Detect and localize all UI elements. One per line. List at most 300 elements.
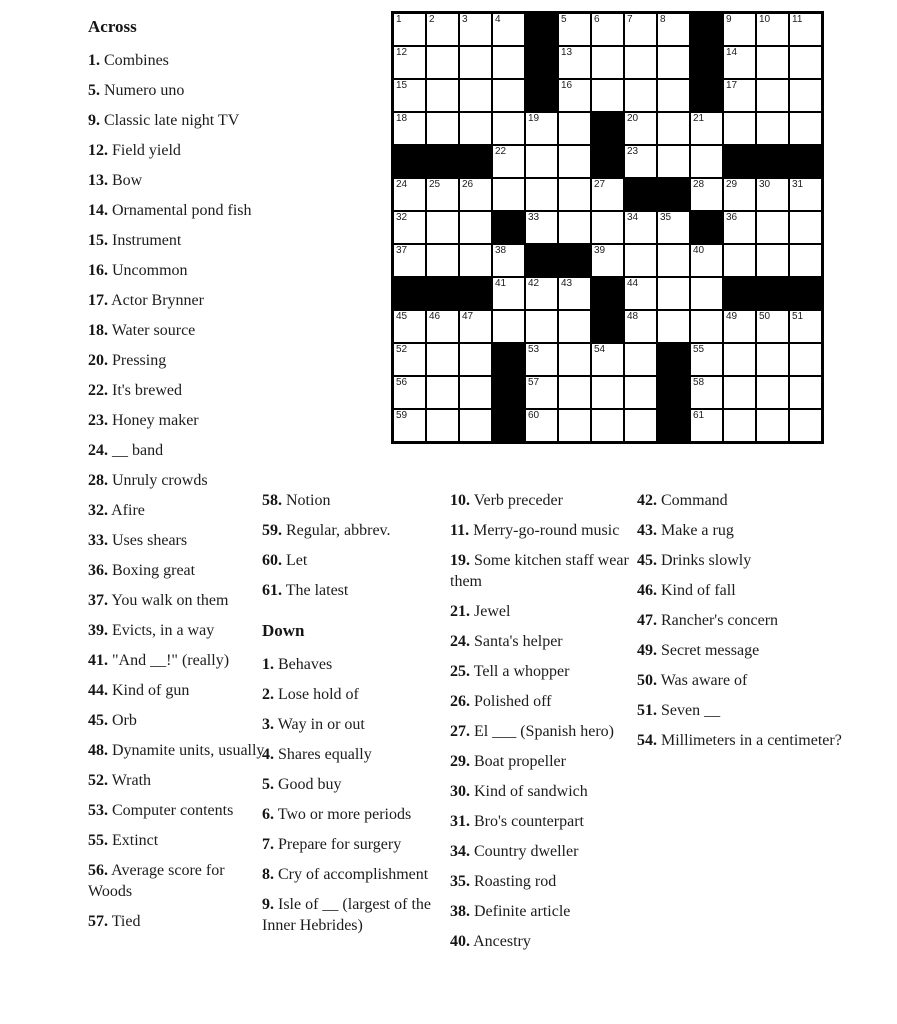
cell-r12c6[interactable] bbox=[558, 376, 591, 409]
cell-r1c11[interactable] bbox=[723, 13, 756, 46]
clue-number: 9. bbox=[262, 896, 274, 913]
cell-number: 15 bbox=[396, 80, 408, 91]
clue-56 bbox=[88, 860, 266, 902]
cell-r12c5[interactable] bbox=[525, 376, 558, 409]
cell-r8c12[interactable] bbox=[756, 244, 789, 277]
cell-number: 51 bbox=[792, 311, 804, 322]
clue-text: Kind of fall bbox=[657, 582, 736, 599]
clue-text: Prepare for surgery bbox=[274, 836, 402, 853]
cell-r4c1[interactable] bbox=[393, 112, 426, 145]
cell-r11c5[interactable] bbox=[525, 343, 558, 376]
clue-text: Water source bbox=[108, 322, 196, 339]
clue-41 bbox=[88, 650, 266, 671]
clue-44 bbox=[88, 680, 266, 701]
cell-r7c12[interactable] bbox=[756, 211, 789, 244]
cell-r7c7[interactable] bbox=[591, 211, 624, 244]
cell-number: 56 bbox=[396, 377, 408, 388]
cell-r11c6[interactable] bbox=[558, 343, 591, 376]
clue-7 bbox=[262, 834, 432, 855]
cell-r1c4[interactable] bbox=[492, 13, 525, 46]
clue-text: Bro's counterpart bbox=[470, 813, 584, 830]
cell-r12c13[interactable] bbox=[789, 376, 822, 409]
cell-r2c8[interactable] bbox=[624, 46, 657, 79]
cell-r6c2[interactable] bbox=[426, 178, 459, 211]
cell-r2c2[interactable] bbox=[426, 46, 459, 79]
clue-text: Roasting rod bbox=[470, 873, 557, 890]
clue-text: Millimeters in a centimeter? bbox=[657, 732, 842, 749]
clue-number: 36. bbox=[88, 562, 108, 579]
cell-r12c12[interactable] bbox=[756, 376, 789, 409]
cell-r10c9[interactable] bbox=[657, 310, 690, 343]
black-cell-r5c3 bbox=[459, 145, 492, 178]
cell-number: 37 bbox=[396, 245, 408, 256]
cell-r5c4[interactable] bbox=[492, 145, 525, 178]
clue-text: Boxing great bbox=[108, 562, 196, 579]
clue-number: 21. bbox=[450, 603, 470, 620]
clue-number: 35. bbox=[450, 873, 470, 890]
cell-r1c8[interactable] bbox=[624, 13, 657, 46]
clue-text: Boat propeller bbox=[470, 753, 566, 770]
clue-text: Uses shears bbox=[108, 532, 188, 549]
clue-text: You walk on them bbox=[108, 592, 229, 609]
cell-number: 28 bbox=[693, 179, 705, 190]
cell-r1c1[interactable] bbox=[393, 13, 426, 46]
cell-r11c1[interactable] bbox=[393, 343, 426, 376]
clue-29 bbox=[450, 751, 646, 772]
cell-r7c8[interactable] bbox=[624, 211, 657, 244]
clue-number: 8. bbox=[262, 866, 274, 883]
clue-text: Behaves bbox=[274, 656, 333, 673]
cell-r10c12[interactable] bbox=[756, 310, 789, 343]
clue-number: 15. bbox=[88, 232, 108, 249]
cell-r8c10[interactable] bbox=[690, 244, 723, 277]
cell-r10c13[interactable] bbox=[789, 310, 822, 343]
cell-number: 3 bbox=[462, 14, 468, 25]
cell-number: 25 bbox=[429, 179, 441, 190]
cell-r6c1[interactable] bbox=[393, 178, 426, 211]
clue-text: Field yield bbox=[108, 142, 181, 159]
clue-number: 54. bbox=[637, 732, 657, 749]
cell-r4c10[interactable] bbox=[690, 112, 723, 145]
cell-r9c5[interactable] bbox=[525, 277, 558, 310]
cell-r7c6[interactable] bbox=[558, 211, 591, 244]
clue-33 bbox=[88, 530, 266, 551]
black-cell-r9c11 bbox=[723, 277, 756, 310]
cell-number: 26 bbox=[462, 179, 474, 190]
cell-r2c11[interactable] bbox=[723, 46, 756, 79]
cell-number: 8 bbox=[660, 14, 666, 25]
clue-number: 12. bbox=[88, 142, 108, 159]
cell-r3c9[interactable] bbox=[657, 79, 690, 112]
black-cell-r3c5 bbox=[525, 79, 558, 112]
clue-5 bbox=[88, 80, 266, 101]
clue-text: Actor Brynner bbox=[108, 292, 204, 309]
clue-number: 34. bbox=[450, 843, 470, 860]
cell-r2c4[interactable] bbox=[492, 46, 525, 79]
cell-r6c3[interactable] bbox=[459, 178, 492, 211]
cell-number: 2 bbox=[429, 14, 435, 25]
cell-r2c1[interactable] bbox=[393, 46, 426, 79]
clue-text: Tied bbox=[108, 913, 141, 930]
clue-text: Two or more periods bbox=[274, 806, 412, 823]
cell-r9c10[interactable] bbox=[690, 277, 723, 310]
clue-48 bbox=[88, 740, 266, 761]
cell-r8c7[interactable] bbox=[591, 244, 624, 277]
cell-r8c8[interactable] bbox=[624, 244, 657, 277]
cell-r13c3[interactable] bbox=[459, 409, 492, 442]
clue-text: Lose hold of bbox=[274, 686, 359, 703]
clue-57 bbox=[88, 911, 266, 932]
clue-number: 4. bbox=[262, 746, 274, 763]
cell-number: 35 bbox=[660, 212, 672, 223]
clue-text: Ancestry bbox=[470, 933, 531, 950]
cell-r6c6[interactable] bbox=[558, 178, 591, 211]
cell-r7c1[interactable] bbox=[393, 211, 426, 244]
clue-text: Classic late night TV bbox=[100, 112, 240, 129]
cell-number: 59 bbox=[396, 410, 408, 421]
cell-r6c7[interactable] bbox=[591, 178, 624, 211]
cell-r4c6[interactable] bbox=[558, 112, 591, 145]
clue-15 bbox=[88, 230, 266, 251]
clue-text: It's brewed bbox=[108, 382, 182, 399]
clue-text: Tell a whopper bbox=[470, 663, 570, 680]
cell-r4c11[interactable] bbox=[723, 112, 756, 145]
cell-number: 27 bbox=[594, 179, 606, 190]
cell-r8c2[interactable] bbox=[426, 244, 459, 277]
clue-text: Let bbox=[282, 552, 308, 569]
cell-r3c12[interactable] bbox=[756, 79, 789, 112]
clue-9 bbox=[262, 894, 432, 936]
cell-number: 43 bbox=[561, 278, 573, 289]
black-cell-r9c2 bbox=[426, 277, 459, 310]
clue-5 bbox=[262, 774, 432, 795]
cell-r4c3[interactable] bbox=[459, 112, 492, 145]
cell-r8c11[interactable] bbox=[723, 244, 756, 277]
clue-text: Make a rug bbox=[657, 522, 734, 539]
black-cell-r12c4 bbox=[492, 376, 525, 409]
cell-r7c11[interactable] bbox=[723, 211, 756, 244]
cell-r3c7[interactable] bbox=[591, 79, 624, 112]
clue-24 bbox=[450, 631, 646, 652]
black-cell-r5c11 bbox=[723, 145, 756, 178]
black-cell-r4c7 bbox=[591, 112, 624, 145]
cell-r12c10[interactable] bbox=[690, 376, 723, 409]
cell-r8c4[interactable] bbox=[492, 244, 525, 277]
clue-text: The latest bbox=[282, 582, 349, 599]
cell-r5c10[interactable] bbox=[690, 145, 723, 178]
clue-text: Numero uno bbox=[100, 82, 185, 99]
cell-r6c10[interactable] bbox=[690, 178, 723, 211]
clue-26 bbox=[450, 691, 646, 712]
clue-50 bbox=[637, 670, 869, 691]
clue-number: 52. bbox=[88, 772, 108, 789]
cell-number: 19 bbox=[528, 113, 540, 124]
cell-r3c4[interactable] bbox=[492, 79, 525, 112]
black-cell-r9c7 bbox=[591, 277, 624, 310]
cell-r6c11[interactable] bbox=[723, 178, 756, 211]
cell-number: 7 bbox=[627, 14, 633, 25]
cell-r13c7[interactable] bbox=[591, 409, 624, 442]
clue-12 bbox=[88, 140, 266, 161]
cell-r2c13[interactable] bbox=[789, 46, 822, 79]
cell-r6c12[interactable] bbox=[756, 178, 789, 211]
cell-r6c5[interactable] bbox=[525, 178, 558, 211]
cell-r1c9[interactable] bbox=[657, 13, 690, 46]
black-cell-r3c10 bbox=[690, 79, 723, 112]
clue-text: Shares equally bbox=[274, 746, 372, 763]
black-cell-r6c8 bbox=[624, 178, 657, 211]
black-cell-r7c4 bbox=[492, 211, 525, 244]
cell-number: 6 bbox=[594, 14, 600, 25]
clue-24 bbox=[88, 440, 266, 461]
cell-r10c3[interactable] bbox=[459, 310, 492, 343]
cell-r13c6[interactable] bbox=[558, 409, 591, 442]
clue-49 bbox=[637, 640, 869, 661]
cell-r5c8[interactable] bbox=[624, 145, 657, 178]
cell-r7c3[interactable] bbox=[459, 211, 492, 244]
clue-number: 24. bbox=[450, 633, 470, 650]
cell-r3c2[interactable] bbox=[426, 79, 459, 112]
clue-59 bbox=[262, 520, 432, 541]
clue-number: 29. bbox=[450, 753, 470, 770]
cell-r9c6[interactable] bbox=[558, 277, 591, 310]
cell-r10c5[interactable] bbox=[525, 310, 558, 343]
cell-r11c13[interactable] bbox=[789, 343, 822, 376]
cell-r13c10[interactable] bbox=[690, 409, 723, 442]
cell-r2c7[interactable] bbox=[591, 46, 624, 79]
clue-number: 53. bbox=[88, 802, 108, 819]
clue-number: 61. bbox=[262, 582, 282, 599]
cell-number: 57 bbox=[528, 377, 540, 388]
cell-r5c5[interactable] bbox=[525, 145, 558, 178]
clue-number: 16. bbox=[88, 262, 108, 279]
cell-number: 58 bbox=[693, 377, 705, 388]
cell-r5c6[interactable] bbox=[558, 145, 591, 178]
black-cell-r13c9 bbox=[657, 409, 690, 442]
cell-r4c2[interactable] bbox=[426, 112, 459, 145]
cell-r10c11[interactable] bbox=[723, 310, 756, 343]
cell-r4c12[interactable] bbox=[756, 112, 789, 145]
cell-r4c5[interactable] bbox=[525, 112, 558, 145]
clue-1 bbox=[262, 654, 432, 675]
cell-r8c3[interactable] bbox=[459, 244, 492, 277]
cell-r12c8[interactable] bbox=[624, 376, 657, 409]
clue-number: 38. bbox=[450, 903, 470, 920]
clue-column-2 bbox=[262, 490, 432, 945]
cell-r11c7[interactable] bbox=[591, 343, 624, 376]
clue-text: Orb bbox=[108, 712, 137, 729]
clue-number: 27. bbox=[450, 723, 470, 740]
cell-r3c8[interactable] bbox=[624, 79, 657, 112]
clue-text: Afire bbox=[108, 502, 145, 519]
clue-number: 28. bbox=[88, 472, 108, 489]
cell-r13c5[interactable] bbox=[525, 409, 558, 442]
cell-r13c8[interactable] bbox=[624, 409, 657, 442]
clue-20 bbox=[88, 350, 266, 371]
clue-36 bbox=[88, 560, 266, 581]
cell-r8c13[interactable] bbox=[789, 244, 822, 277]
cell-r1c3[interactable] bbox=[459, 13, 492, 46]
clue-number: 43. bbox=[637, 522, 657, 539]
cell-r6c4[interactable] bbox=[492, 178, 525, 211]
clue-number: 1. bbox=[262, 656, 274, 673]
cell-r2c3[interactable] bbox=[459, 46, 492, 79]
clue-text: Instrument bbox=[108, 232, 182, 249]
cell-r13c2[interactable] bbox=[426, 409, 459, 442]
clue-number: 3. bbox=[262, 716, 274, 733]
cell-r2c9[interactable] bbox=[657, 46, 690, 79]
cell-r3c13[interactable] bbox=[789, 79, 822, 112]
cell-r10c1[interactable] bbox=[393, 310, 426, 343]
cell-r3c11[interactable] bbox=[723, 79, 756, 112]
black-cell-r5c2 bbox=[426, 145, 459, 178]
cell-r1c6[interactable] bbox=[558, 13, 591, 46]
cell-number: 52 bbox=[396, 344, 408, 355]
clue-number: 45. bbox=[637, 552, 657, 569]
cell-r8c1[interactable] bbox=[393, 244, 426, 277]
cell-number: 54 bbox=[594, 344, 606, 355]
cell-number: 45 bbox=[396, 311, 408, 322]
cell-number: 42 bbox=[528, 278, 540, 289]
cell-r12c2[interactable] bbox=[426, 376, 459, 409]
cell-r9c8[interactable] bbox=[624, 277, 657, 310]
cell-r8c9[interactable] bbox=[657, 244, 690, 277]
cell-r7c9[interactable] bbox=[657, 211, 690, 244]
clue-9 bbox=[88, 110, 266, 131]
cell-r6c13[interactable] bbox=[789, 178, 822, 211]
clue-39 bbox=[88, 620, 266, 641]
cell-number: 48 bbox=[627, 311, 639, 322]
cell-number: 38 bbox=[495, 245, 507, 256]
cell-r10c6[interactable] bbox=[558, 310, 591, 343]
clue-43 bbox=[637, 520, 869, 541]
cell-r11c10[interactable] bbox=[690, 343, 723, 376]
cell-r13c12[interactable] bbox=[756, 409, 789, 442]
cell-r13c1[interactable] bbox=[393, 409, 426, 442]
cell-r7c13[interactable] bbox=[789, 211, 822, 244]
black-cell-r5c12 bbox=[756, 145, 789, 178]
cell-r12c7[interactable] bbox=[591, 376, 624, 409]
cell-r11c2[interactable] bbox=[426, 343, 459, 376]
cell-r4c4[interactable] bbox=[492, 112, 525, 145]
clue-number: 5. bbox=[88, 82, 100, 99]
cell-r4c8[interactable] bbox=[624, 112, 657, 145]
clue-number: 5. bbox=[262, 776, 274, 793]
cell-r11c3[interactable] bbox=[459, 343, 492, 376]
down-header: Down bbox=[262, 621, 305, 640]
clue-text: Computer contents bbox=[108, 802, 234, 819]
clue-text: Honey maker bbox=[108, 412, 199, 429]
cell-number: 14 bbox=[726, 47, 738, 58]
clue-number: 9. bbox=[88, 112, 100, 129]
black-cell-r7c10 bbox=[690, 211, 723, 244]
across-clue-list-1 bbox=[88, 50, 266, 932]
cell-number: 11 bbox=[792, 14, 803, 25]
black-cell-r2c5 bbox=[525, 46, 558, 79]
cell-r1c12[interactable] bbox=[756, 13, 789, 46]
cell-r3c6[interactable] bbox=[558, 79, 591, 112]
cell-r11c11[interactable] bbox=[723, 343, 756, 376]
clue-number: 30. bbox=[450, 783, 470, 800]
cell-number: 16 bbox=[561, 80, 573, 91]
cell-number: 47 bbox=[462, 311, 474, 322]
cell-r12c3[interactable] bbox=[459, 376, 492, 409]
cell-r10c4[interactable] bbox=[492, 310, 525, 343]
cell-r11c8[interactable] bbox=[624, 343, 657, 376]
cell-r7c5[interactable] bbox=[525, 211, 558, 244]
cell-r13c13[interactable] bbox=[789, 409, 822, 442]
clue-number: 49. bbox=[637, 642, 657, 659]
cell-number: 17 bbox=[726, 80, 738, 91]
clue-number: 59. bbox=[262, 522, 282, 539]
cell-r4c13[interactable] bbox=[789, 112, 822, 145]
clue-text: Definite article bbox=[470, 903, 571, 920]
cell-r3c3[interactable] bbox=[459, 79, 492, 112]
cell-r5c9[interactable] bbox=[657, 145, 690, 178]
cell-r10c8[interactable] bbox=[624, 310, 657, 343]
clue-21 bbox=[450, 601, 646, 622]
clue-6 bbox=[262, 804, 432, 825]
clue-27 bbox=[450, 721, 646, 742]
black-cell-r5c1 bbox=[393, 145, 426, 178]
clue-28 bbox=[88, 470, 266, 491]
black-cell-r10c7 bbox=[591, 310, 624, 343]
clue-text: Kind of sandwich bbox=[470, 783, 588, 800]
cell-r9c9[interactable] bbox=[657, 277, 690, 310]
black-cell-r8c5 bbox=[525, 244, 558, 277]
clue-31 bbox=[450, 811, 646, 832]
cell-number: 55 bbox=[693, 344, 705, 355]
cell-r1c7[interactable] bbox=[591, 13, 624, 46]
cell-r1c2[interactable] bbox=[426, 13, 459, 46]
cell-r4c9[interactable] bbox=[657, 112, 690, 145]
clue-number: 58. bbox=[262, 492, 282, 509]
clue-32 bbox=[88, 500, 266, 521]
clue-37 bbox=[88, 590, 266, 611]
clue-text: Some kitchen staff wear them bbox=[450, 552, 629, 590]
clue-number: 40. bbox=[450, 933, 470, 950]
cell-number: 40 bbox=[693, 245, 705, 256]
cell-r2c6[interactable] bbox=[558, 46, 591, 79]
clue-1 bbox=[88, 50, 266, 71]
black-cell-r6c9 bbox=[657, 178, 690, 211]
cell-r3c1[interactable] bbox=[393, 79, 426, 112]
black-cell-r9c1 bbox=[393, 277, 426, 310]
clue-number: 56. bbox=[88, 862, 108, 879]
cell-r1c13[interactable] bbox=[789, 13, 822, 46]
clue-number: 25. bbox=[450, 663, 470, 680]
cell-r12c11[interactable] bbox=[723, 376, 756, 409]
clue-38 bbox=[450, 901, 646, 922]
cell-r11c12[interactable] bbox=[756, 343, 789, 376]
clue-text: Pressing bbox=[108, 352, 167, 369]
clue-text: Rancher's concern bbox=[657, 612, 779, 629]
cell-r13c11[interactable] bbox=[723, 409, 756, 442]
clue-number: 55. bbox=[88, 832, 108, 849]
cell-r7c2[interactable] bbox=[426, 211, 459, 244]
clue-text: Drinks slowly bbox=[657, 552, 752, 569]
clue-number: 2. bbox=[262, 686, 274, 703]
cell-r12c1[interactable] bbox=[393, 376, 426, 409]
clue-number: 1. bbox=[88, 52, 100, 69]
cell-r9c4[interactable] bbox=[492, 277, 525, 310]
clue-number: 22. bbox=[88, 382, 108, 399]
clue-text: Santa's helper bbox=[470, 633, 563, 650]
clue-53 bbox=[88, 800, 266, 821]
cell-r10c2[interactable] bbox=[426, 310, 459, 343]
cell-r10c10[interactable] bbox=[690, 310, 723, 343]
cell-r2c12[interactable] bbox=[756, 46, 789, 79]
